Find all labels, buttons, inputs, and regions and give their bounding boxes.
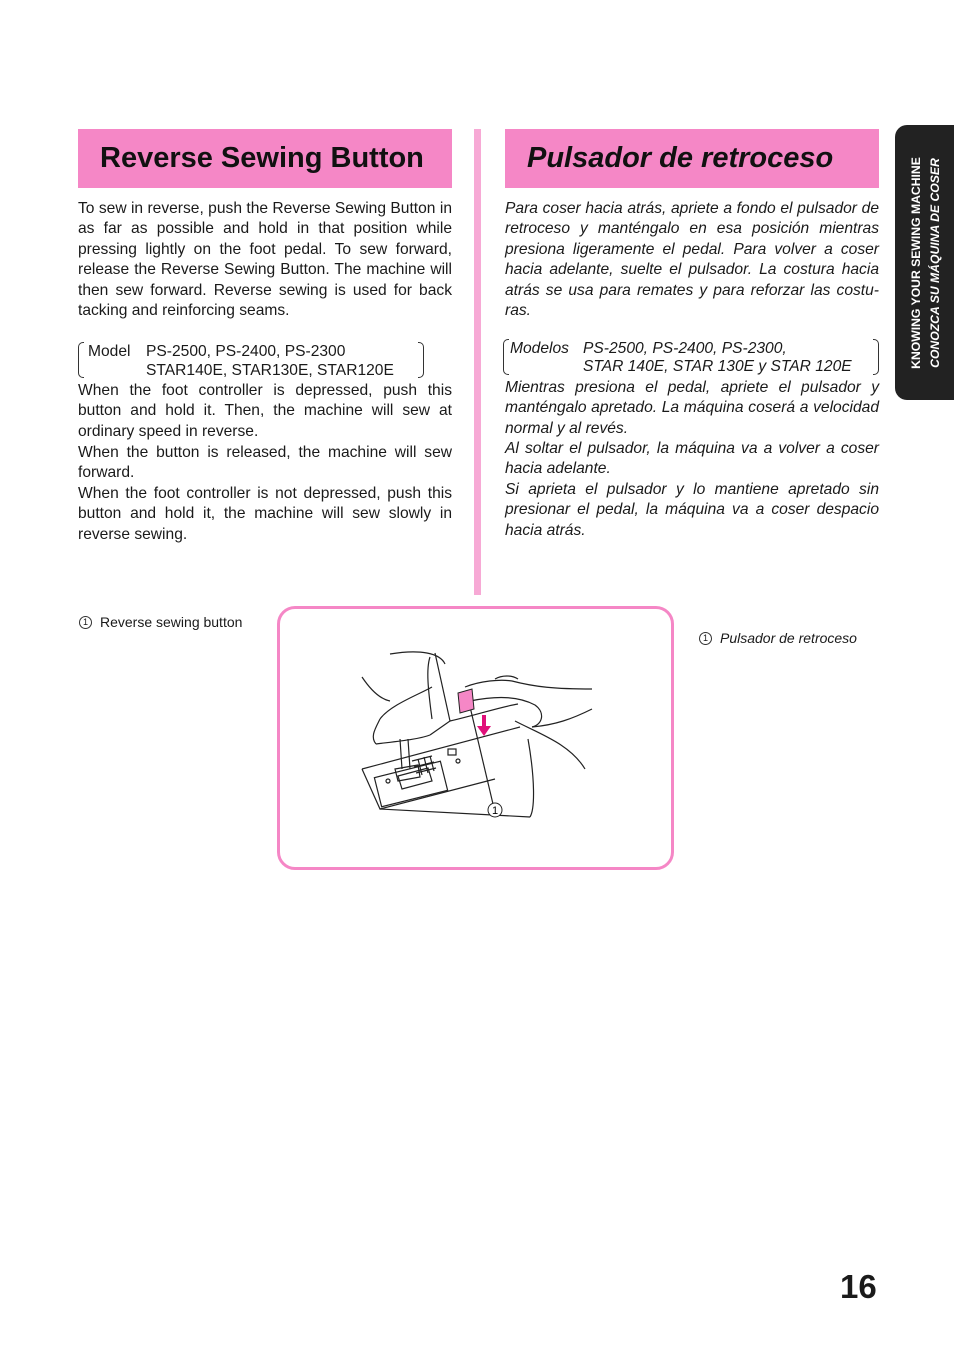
spanish-paragraph-1: Para coser hacia atrás, apriete a fondo el pulsador de retroceso y manténgalo en esa posición mientras presiona ligeramente el pedal. Para volver a coser hacia adelante, suelte el pulsador. La costura hacia atrás se usa para remates y para reforzar las costu-ras.: [505, 200, 879, 320]
model-bracket-right: [418, 342, 424, 378]
caption-number-circle: 1: [79, 616, 92, 629]
english-caption-text: Reverse sewing button: [100, 614, 243, 630]
column-divider: [474, 129, 481, 595]
section-title-spanish: Pulsador de retroceso: [527, 142, 834, 174]
english-model-line-2: STAR140E, STAR130E, STAR120E: [146, 362, 394, 379]
spanish-figure-caption: [699, 630, 857, 646]
section-title-spanish-bar: [505, 129, 879, 188]
english-paragraph-3: When the button is released, the machine will sew forward.: [78, 444, 452, 482]
english-paragraph-2: When the foot controller is depressed, push this button and hold it. Then, the machine will sew at ordinary speed in reverse.: [78, 382, 452, 440]
side-tab-spanish: CONOZCA SU MÁQUINA DE COSER: [927, 157, 942, 368]
model-bracket-left: [503, 339, 509, 375]
sewing-machine-illustration: [280, 609, 671, 867]
spanish-paragraph-3: Al soltar el pulsador, la máquina va a volver a coser hacia adelante.: [505, 440, 879, 478]
spanish-model-list: [503, 339, 879, 375]
model-bracket-right: [873, 339, 879, 375]
model-bracket-left: [78, 342, 84, 378]
spanish-model-line-2: STAR 140E, STAR 130E y STAR 120E: [583, 358, 852, 375]
side-tab-english: KNOWING YOUR SEWING MACHINE: [908, 156, 923, 369]
section-title-english-bar: [78, 129, 452, 188]
reverse-button-highlight: [458, 689, 474, 713]
spanish-paragraph-2: Mientras presiona el pedal, apriete el pulsador y manténgalo apretado. La máquina coserá a velocidad normal y al revés.: [505, 379, 879, 437]
caption-number-circle: 1: [699, 632, 712, 645]
spanish-model-line-1: PS-2500, PS-2400, PS-2300,: [583, 340, 787, 357]
spanish-paragraph-4: Si aprieta el pulsador y lo mantiene apretado sin presionar el pedal, la máquina va a coser despacio hacia atrás.: [505, 481, 879, 539]
english-paragraph-4: When the foot controller is not depressed, push this button and hold it, the machine will sew slowly in reverse sewing.: [78, 485, 452, 543]
spanish-model-label: Modelos: [510, 340, 569, 357]
english-model-line-1: PS-2500, PS-2400, PS-2300: [146, 343, 346, 360]
english-paragraph-1: To sew in reverse, push the Reverse Sewing Button in as far as possible and hold in that position while pressing lightly on the foot pedal. To sew forward, release the Reverse Sewing Button. The machine will then sew forward. Reverse sewing is used for back tacking and reinforcing seams.: [78, 200, 452, 320]
page-number: 16: [840, 1268, 877, 1305]
chapter-side-tab: [895, 125, 954, 400]
english-figure-caption: [79, 614, 242, 630]
section-title-english: Reverse Sewing Button: [100, 142, 424, 174]
callout-number: 1: [491, 805, 499, 817]
english-model-list: [78, 342, 424, 378]
figure-frame: [277, 606, 674, 870]
spanish-caption-text: Pulsador de retroceso: [720, 630, 857, 646]
finger-outline: [465, 680, 592, 689]
english-model-label: Model: [88, 343, 131, 360]
